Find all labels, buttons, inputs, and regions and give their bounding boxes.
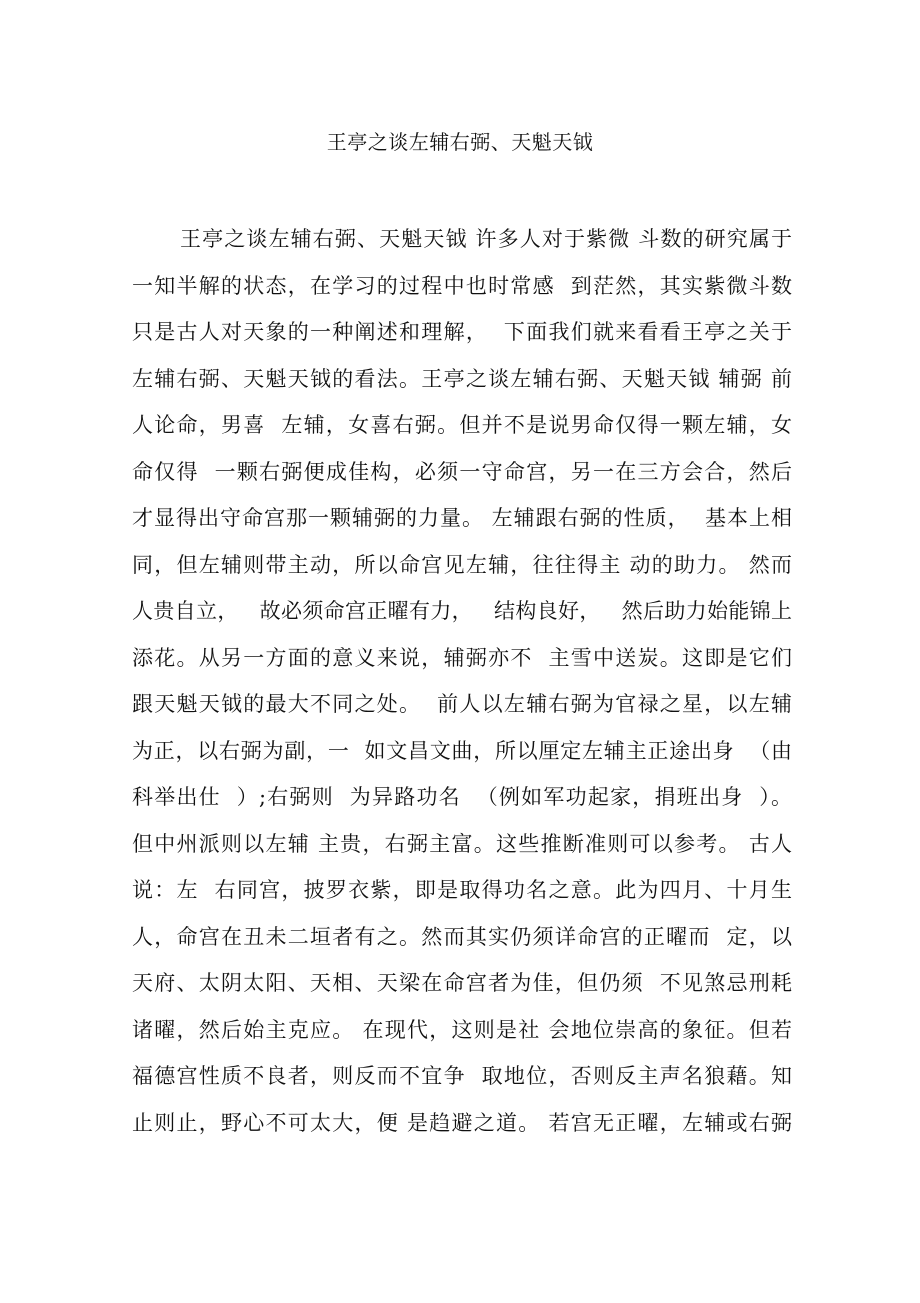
body-line: 人论命，男喜 左辅，女喜右弼。但并不是说男命仅得一颗左辅，女 — [132, 413, 792, 437]
body-line: 诸曜，然后始主克应。 在现代，这则是社 会地位崇高的象征。但若 — [132, 1017, 792, 1042]
body-line: 同，但左辅则带主动，所以命宫见左辅，往往得主 动的助力。 然而 — [132, 552, 792, 577]
body-line: 为正，以右弼为副，一 如文昌文曲，所以厘定左辅主正途出身 （由 — [132, 738, 792, 763]
body-line: 止则止，野心不可太大，便 是趋避之道。 若宫无正曜，左辅或右弼 — [132, 1110, 792, 1135]
article-body — [132, 216, 792, 1146]
body-line: 左辅右弼、天魁天钺的看法。王亭之谈左辅右弼、天魁天钺 辅弼 前 — [132, 366, 792, 391]
page-title: 王亭之谈左辅右弼、天魁天钺 — [326, 130, 594, 154]
body-line: 科举出仕 ）;右弼则 为异路功名 （例如军功起家，捐班出身 ）。 — [132, 785, 792, 809]
body-line: 王亭之谈左辅右弼、天魁天钺 许多人对于紫微 斗数的研究属于 — [180, 227, 792, 251]
body-line: 但中州派则以左辅 主贵，右弼主富。这些推断准则可以参考。 古人 — [132, 831, 792, 856]
body-line: 只是古人对天象的一种阐述和理解， 下面我们就来看看王亭之关于 — [132, 320, 792, 344]
body-line: 添花。从另一方面的意义来说，辅弼亦不 主雪中送炭。这即是它们 — [132, 645, 792, 670]
body-line: 天府、太阴太阳、天相、天梁在命宫者为佳，但仍须 不见煞忌刑耗 — [132, 971, 792, 995]
body-line: 人，命宫在丑未二垣者有之。然而其实仍须详命宫的正曜而 定，以 — [132, 924, 792, 949]
body-line: 一知半解的状态，在学习的过程中也时常感 到茫然，其实紫微斗数 — [132, 273, 792, 298]
body-line: 说：左 右同宫，披罗衣紫，即是取得功名之意。此为四月、十月生 — [132, 878, 792, 902]
body-line: 人贵自立， 故必须命宫正曜有力， 结构良好， 然后助力始能锦上 — [132, 599, 792, 623]
body-line: 命仅得 一颗右弼便成佳构，必须一守命宫，另一在三方会合，然后 — [132, 459, 792, 484]
body-line: 福德宫性质不良者，则反而不宜争 取地位，否则反主声名狼藉。知 — [132, 1064, 792, 1088]
body-line: 才显得出守命宫那一颗辅弼的力量。 左辅跟右弼的性质， 基本上相 — [132, 506, 792, 530]
body-line: 跟天魁天钺的最大不同之处。 前人以左辅右弼为官禄之星，以左辅 — [132, 692, 792, 716]
